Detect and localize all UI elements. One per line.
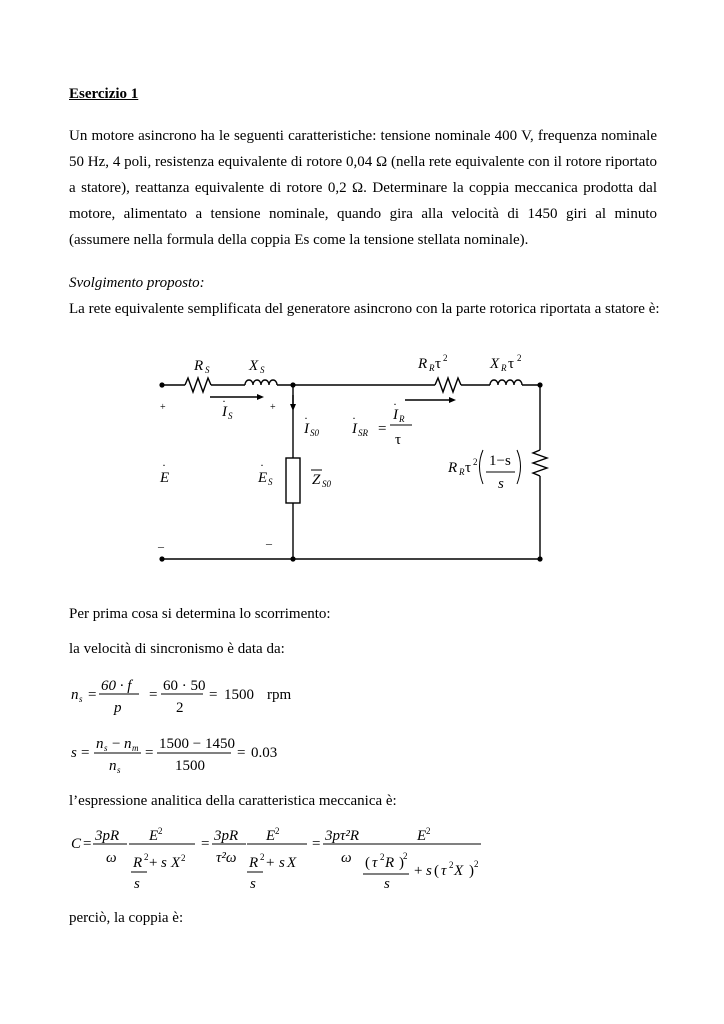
solution-heading: Svolgimento proposto: <box>69 275 205 291</box>
svg-text:=: = <box>149 687 158 703</box>
label-is: I <box>222 404 227 420</box>
svg-text:R: R <box>249 855 259 871</box>
svg-text:m: m <box>132 743 139 753</box>
label-rr-two: 2 <box>443 353 448 363</box>
svg-text:s: s <box>134 876 140 892</box>
svg-text:·: · <box>393 397 397 411</box>
label-xr-sub: R <box>501 363 507 373</box>
label-isr: I <box>352 421 357 437</box>
svg-text:=: = <box>237 745 246 761</box>
svg-text:2: 2 <box>275 826 280 836</box>
svg-text:s: s <box>79 694 83 704</box>
svg-text:(: ( <box>365 855 370 871</box>
svg-text:X: X <box>171 855 181 871</box>
svg-text:2: 2 <box>181 853 186 863</box>
label-xr-tau: τ <box>508 356 515 372</box>
label-rs: R <box>194 358 204 374</box>
svg-text:τ: τ <box>372 855 378 871</box>
formula-torque <box>69 822 489 902</box>
plus-mid: + <box>270 402 276 413</box>
step-torque-value: perciò, la coppia è: <box>69 910 184 926</box>
label-tau: τ <box>395 432 402 448</box>
svg-text:p: p <box>114 700 122 716</box>
label-rr: R <box>418 356 428 372</box>
svg-text:ω: ω <box>341 850 352 866</box>
svg-text:E: E <box>417 828 427 844</box>
svg-text:s: s <box>279 855 285 871</box>
label-xs-sub: S <box>260 365 265 375</box>
svg-text:=: = <box>201 836 210 852</box>
circuit-intro: La rete equivalente semplificata del generatore asincrono con la parte rotorica riportata a statore è: <box>69 301 660 317</box>
load-resistor <box>533 450 547 476</box>
svg-text:R: R <box>385 855 395 871</box>
svg-text:s: s <box>384 876 390 892</box>
svg-text:s: s <box>117 765 121 775</box>
svg-text:3pτ²R: 3pτ²R <box>325 828 360 844</box>
label-is0-sub: S0 <box>310 428 319 438</box>
svg-text:n: n <box>109 758 117 774</box>
minus-mid: – <box>266 536 272 550</box>
svg-text:−: − <box>112 736 121 752</box>
svg-text:n: n <box>71 687 79 703</box>
svg-text:X: X <box>287 855 297 871</box>
problem-statement: Un motore asincrono ha le seguenti caratteristiche: tensione nominale 400 V, frequenza nominale 50 Hz, 4 poli, resistenza equivalente di rotore 0,04 Ω (nella rete equivalente con il rotore riportato a statore), reattanza equivalente di rotore 0,2 Ω. Determinare la coppia meccanica prodotta dal motore, alimentato a tensione nominale, quando gira alla velocità di 1450 giri al minuto (assumere nella formula della coppia Es come la tensione stellata nominale). <box>69 128 657 248</box>
label-load-two: 2 <box>473 457 478 467</box>
svg-text:C: C <box>71 836 82 852</box>
label-xs: X <box>249 358 259 374</box>
svg-text:1500 − 1450: 1500 − 1450 <box>159 736 235 752</box>
svg-text:s: s <box>426 863 432 879</box>
xr-inductor <box>490 380 522 385</box>
svg-text:·: · <box>222 394 226 408</box>
svg-text:·: · <box>260 458 264 472</box>
svg-text:2: 2 <box>380 852 385 862</box>
svg-text:s: s <box>71 745 77 761</box>
svg-text:n: n <box>124 736 132 752</box>
svg-text:=: = <box>88 687 97 703</box>
label-ir: I <box>393 407 398 423</box>
rr-resistor <box>435 378 461 392</box>
svg-text:n: n <box>96 736 104 752</box>
svg-text:0.03: 0.03 <box>251 745 278 761</box>
svg-text:τ: τ <box>441 863 447 879</box>
svg-text:s: s <box>250 876 256 892</box>
label-xr: X <box>490 356 500 372</box>
svg-text:=: = <box>209 687 218 703</box>
svg-text:3pR: 3pR <box>214 828 239 844</box>
label-zs0-sub: S0 <box>322 479 331 489</box>
plus-left: + <box>160 402 166 413</box>
svg-text:=: = <box>83 836 92 852</box>
label-ir-sub: R <box>399 414 405 424</box>
svg-text:s: s <box>104 743 108 753</box>
svg-text:X: X <box>454 863 464 879</box>
label-isr-eq: = <box>378 421 387 437</box>
label-rr-sub: R <box>429 363 435 373</box>
svg-text:=: = <box>81 745 90 761</box>
svg-text:2: 2 <box>176 700 184 716</box>
formula-slip <box>69 735 329 783</box>
svg-text:rpm: rpm <box>267 687 292 703</box>
svg-text:): ) <box>469 863 474 879</box>
svg-text:2: 2 <box>449 860 454 870</box>
svg-text:(: ( <box>434 863 439 879</box>
svg-text:+: + <box>266 855 275 871</box>
svg-text:2: 2 <box>403 851 408 861</box>
svg-text:E: E <box>266 828 276 844</box>
svg-text:60 · f: 60 · f <box>101 678 132 694</box>
label-isr-sub: SR <box>358 428 368 438</box>
svg-text:+: + <box>149 855 158 871</box>
svg-text:τ²ω: τ²ω <box>216 850 237 866</box>
svg-text:60 · 50: 60 · 50 <box>163 678 206 694</box>
svg-text:·: · <box>304 411 308 425</box>
step-sync-speed: la velocità di sincronismo è data da: <box>69 641 285 657</box>
label-rr-tau: τ <box>435 356 442 372</box>
label-es-sub: S <box>268 477 273 487</box>
svg-text:2: 2 <box>144 852 149 862</box>
label-e: E <box>160 470 170 486</box>
label-load-tau: τ <box>465 460 472 476</box>
xs-inductor <box>245 380 277 385</box>
minus-left: – <box>158 539 164 553</box>
svg-text:2: 2 <box>158 826 163 836</box>
svg-text:s: s <box>161 855 167 871</box>
svg-text:=: = <box>312 836 321 852</box>
label-load-one-minus-s: 1−s <box>489 453 511 469</box>
label-rs-sub: S <box>205 365 210 375</box>
rs-resistor <box>185 378 211 392</box>
exercise-title: Esercizio 1 <box>69 86 139 102</box>
svg-text:1500: 1500 <box>175 758 205 774</box>
svg-text:1500: 1500 <box>224 687 254 703</box>
svg-text:+: + <box>414 863 423 879</box>
svg-text:·: · <box>352 411 356 425</box>
svg-text:ω: ω <box>106 850 117 866</box>
formula-ns <box>69 672 329 720</box>
svg-text:3pR: 3pR <box>95 828 120 844</box>
svg-text:·: · <box>162 458 166 472</box>
label-is0: I <box>304 421 309 437</box>
zs0-impedance <box>286 458 300 503</box>
label-load-s: s <box>498 476 504 492</box>
step-slip-intro: Per prima cosa si determina lo scorrimento: <box>69 606 331 622</box>
label-zs0: Z <box>312 472 321 488</box>
svg-text:=: = <box>145 745 154 761</box>
svg-text:E: E <box>149 828 159 844</box>
label-load-r: R <box>448 460 458 476</box>
label-xr-two: 2 <box>517 353 522 363</box>
step-mechanical-characteristic: l’espressione analitica della caratteristica meccanica è: <box>69 793 397 809</box>
label-is-sub: S <box>228 411 233 421</box>
svg-text:2: 2 <box>474 859 479 869</box>
label-es: E <box>258 470 268 486</box>
label-load-r-sub: R <box>459 467 465 477</box>
svg-text:R: R <box>133 855 143 871</box>
equivalent-circuit-diagram <box>150 345 570 570</box>
svg-text:): ) <box>399 855 404 871</box>
svg-text:2: 2 <box>426 826 431 836</box>
svg-text:2: 2 <box>260 852 265 862</box>
